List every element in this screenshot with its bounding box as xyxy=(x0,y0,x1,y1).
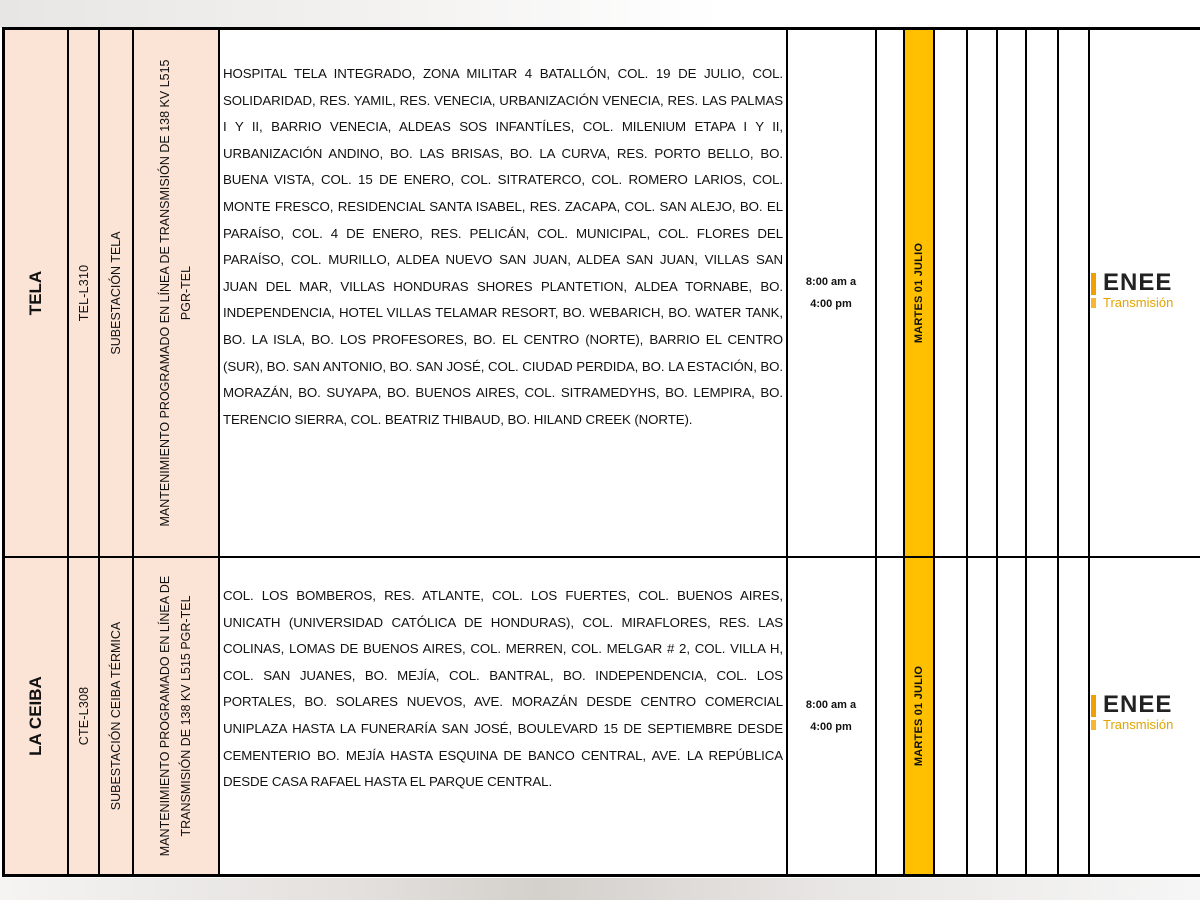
logo-tagline: Transmisión xyxy=(1103,295,1174,310)
time-end: 4:00 pm xyxy=(810,721,852,733)
table-border-bottom xyxy=(2,874,1200,877)
row-divider xyxy=(2,556,1200,558)
date-label: MARTES 01 JULIO xyxy=(913,242,925,344)
column-divider xyxy=(1088,28,1090,876)
maintenance-description: MANTENIMIENTO PROGRAMADO EN LÍNEA DE TRANSMISIÓN DE 138 KV L515 PGR-TEL xyxy=(158,59,193,527)
column-divider xyxy=(218,28,220,876)
logo-tagline: Transmisión xyxy=(1103,717,1174,732)
date-cell xyxy=(905,558,933,874)
city-name: TELA xyxy=(26,270,45,316)
line-id-cell xyxy=(69,30,98,556)
logo-mark-accent-icon xyxy=(1091,298,1096,308)
line-id: TEL-L310 xyxy=(76,264,91,322)
column-divider xyxy=(132,28,134,876)
affected-areas: COL. LOS BOMBEROS, RES. ATLANTE, COL. LOS FUERTES, COL. BUENOS AIRES, UNICATH (UNIVERSIDAD CATÓLICA DE HONDURAS), COL. MIRAFLORES, RES. LAS COLINAS, LOMAS DE BUENOS AIRES, COL. MERREN, COL. MELGAR # 2, COL. VILLA H, COL. SAN JUANES, BO. MEJÍA, COL. BANTRAL, BO. INDEPENDENCIA, COL. LOS PORTALES, BO. SOLARES NUEVOS, AVE. MORAZÁN DESDE CENTRO COMERCIAL UNIPLAZA HASTA LA FUNERARÍA SAN JOSÉ, BOULEVARD 15 DE SEPTIEMBRE DESDE CEMENTERIO BO. MEJÍA HASTA ESQUINA DE BANCO CENTRAL, AVE. LA REPÚBLICA DESDE CASA RAFAEL HASTA EL PARQUE CENTRAL. xyxy=(223,588,783,790)
table-border-top xyxy=(2,27,1200,30)
bottom-background-band xyxy=(0,878,1200,900)
time-end: 4:00 pm xyxy=(810,298,852,310)
column-divider xyxy=(1025,28,1027,876)
line-id: CTE-L308 xyxy=(76,686,91,746)
city-name: LA CEIBA xyxy=(26,676,45,756)
column-divider xyxy=(875,28,877,876)
time-range xyxy=(789,694,873,738)
substation-name: SUBESTACIÓN TELA xyxy=(109,231,123,355)
substation-cell xyxy=(100,30,132,556)
time-start: 8:00 am a xyxy=(805,699,857,711)
time-start: 8:00 am a xyxy=(805,276,857,288)
column-divider xyxy=(1057,28,1059,876)
time-range xyxy=(789,271,873,315)
logo-mark-accent-icon xyxy=(1091,720,1096,730)
logo-mark-icon xyxy=(1091,695,1096,717)
line-id-cell xyxy=(69,558,98,874)
substation-cell xyxy=(100,558,132,874)
logo-mark-icon xyxy=(1091,273,1096,295)
city-cell xyxy=(5,30,67,556)
column-divider xyxy=(67,28,69,876)
column-divider xyxy=(933,28,935,876)
column-divider xyxy=(966,28,968,876)
logo-name: ENEE xyxy=(1103,269,1173,296)
date-label: MARTES 01 JULIO xyxy=(913,665,925,767)
date-cell xyxy=(905,30,933,556)
city-cell xyxy=(5,558,67,874)
maintenance-description: MANTENIMIENTO PROGRAMADO EN LÍNEA DE TRANSMISIÓN DE 138 KV L515 PGR-TEL xyxy=(158,575,193,857)
top-background-band xyxy=(0,0,1200,28)
maintenance-cell xyxy=(134,30,218,556)
column-divider xyxy=(903,28,905,876)
column-divider xyxy=(786,28,788,876)
maintenance-cell xyxy=(134,558,218,874)
enee-logo xyxy=(1091,270,1200,314)
column-divider xyxy=(98,28,100,876)
logo-name: ENEE xyxy=(1103,691,1173,718)
table-border-left xyxy=(2,27,5,877)
affected-areas: HOSPITAL TELA INTEGRADO, ZONA MILITAR 4 BATALLÓN, COL. 19 DE JULIO, COL. SOLIDARIDAD, RES. YAMIL, RES. VENECIA, URBANIZACIÓN VENECIA, RES. LAS PALMAS I Y II, BARRIO VENECIA, ALDEAS SOS INFANTÍLES, COL. MILENIUM ETAPA I Y II, URBANIZACIÓN ANDINO, BO. LAS BRISAS, BO. LA CURVA, RES. PORTO BELLO, BO. BUENA VISTA, COL. 15 DE ENERO, COL. SITRATERCO, COL. ROMERO LARIOS, COL. MONTE FRESCO, RESIDENCIAL SANTA ISABEL, RES. ZACAPA, COL. SAN ALEJO, BO. EL PARAÍSO, COL. 4 DE ENERO, RES. PELICÁN, COL. MUNICIPAL, COL. FLORES DEL PARAÍSO, COL. MURILLO, ALDEA NUEVO SAN JUAN, ALDEA SAN JUAN, VILLAS SAN JUAN DEL MAR, VILLAS HONDURAS SHORES PLANTETION, ALDEA TORNABE, BO. INDEPENDENCIA, HOTEL VILLAS TELAMAR RESORT, BO. WEBARICH, BO. WATER TANK, BO. LA ISLA, BO. LOS PROFESORES, BO. EL CENTRO (NORTE), BARRIO EL CENTRO (SUR), BO. SAN ANTONIO, BO. SAN JOSÉ, COL. CIUDAD PERDIDA, BO. LA ESTACIÓN, BO. MORAZÁN, BO. SUYAPA, BO. BUENOS AIRES, COL. SITRAMEDYHS, BO. LEMPIRA, BO. TERENCIO SIERRA, COL. BEATRIZ THIBAUD, BO. HILAND CREEK (NORTE). xyxy=(223,66,783,427)
substation-name: SUBESTACIÓN CEIBA TÉRMICA xyxy=(109,621,123,811)
column-divider xyxy=(996,28,998,876)
enee-logo xyxy=(1091,692,1200,736)
